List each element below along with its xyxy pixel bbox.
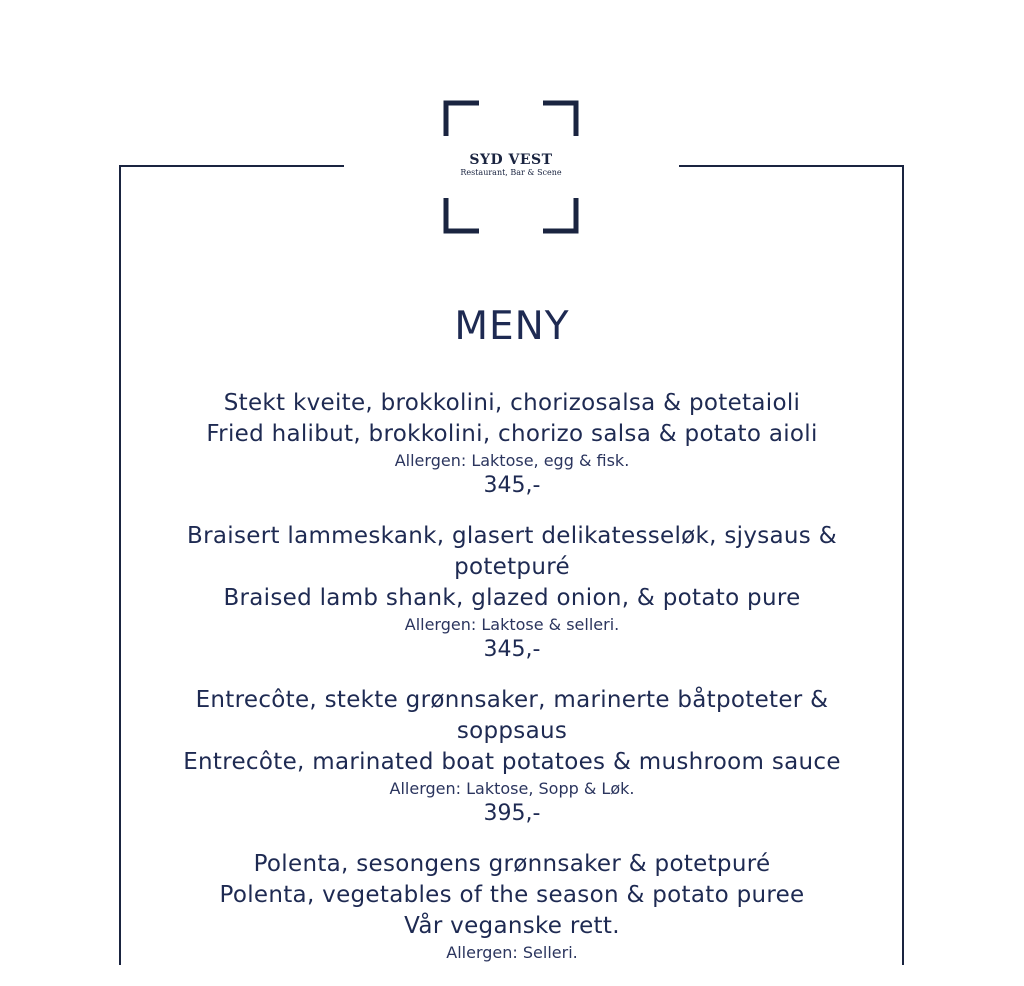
dish-allergen: Allergen: Laktose & selleri. xyxy=(404,615,620,634)
dish-note: Vår veganske rett. xyxy=(404,913,620,939)
frame-left-line xyxy=(119,165,121,965)
dish-name-english: Polenta, vegetables of the season & potato puree xyxy=(219,882,805,908)
dish-name-english: Fried halibut, brokkolini, chorizo salsa & potato aioli xyxy=(206,421,818,447)
dish-name-norwegian: Polenta, sesongens grønnsaker & potetpuré xyxy=(253,851,771,877)
dish-name-norwegian: Braisert lammeskank, glasert delikatesseløk, sjysaus & potetpuré xyxy=(187,523,837,580)
frame-top-left-line xyxy=(119,165,344,167)
dish-entrecote xyxy=(160,685,864,827)
dish-allergen: Allergen: Selleri. xyxy=(446,943,578,962)
dish-allergen: Allergen: Laktose, egg & fisk. xyxy=(394,451,630,470)
logo-name: SYD VEST xyxy=(469,152,553,168)
dish-polenta xyxy=(160,849,864,964)
dish-name-norwegian: Entrecôte, stekte grønnsaker, marinerte båtpoteter & soppsaus xyxy=(195,687,829,744)
dish-name-english: Braised lamb shank, glazed onion, & potato pure xyxy=(223,585,801,611)
dish-price: 345,- xyxy=(483,637,541,662)
dish-price: 395,- xyxy=(483,801,541,826)
dish-halibut xyxy=(160,388,864,499)
menu-title: MENY xyxy=(454,304,570,349)
frame-top-right-line xyxy=(679,165,904,167)
frame-right-line xyxy=(902,165,904,965)
dish-price: 345,- xyxy=(483,473,541,498)
dish-name-norwegian: Stekt kveite, brokkolini, chorizosalsa & potetaioli xyxy=(223,390,801,416)
restaurant-logo xyxy=(443,100,579,234)
logo-subtitle: Restaurant, Bar & Scene xyxy=(460,168,562,177)
menu-list xyxy=(160,388,864,986)
dish-name-english: Entrecôte, marinated boat potatoes & mushroom sauce xyxy=(183,749,841,775)
dish-allergen: Allergen: Laktose, Sopp & Løk. xyxy=(389,779,635,798)
dish-lamb xyxy=(160,521,864,663)
